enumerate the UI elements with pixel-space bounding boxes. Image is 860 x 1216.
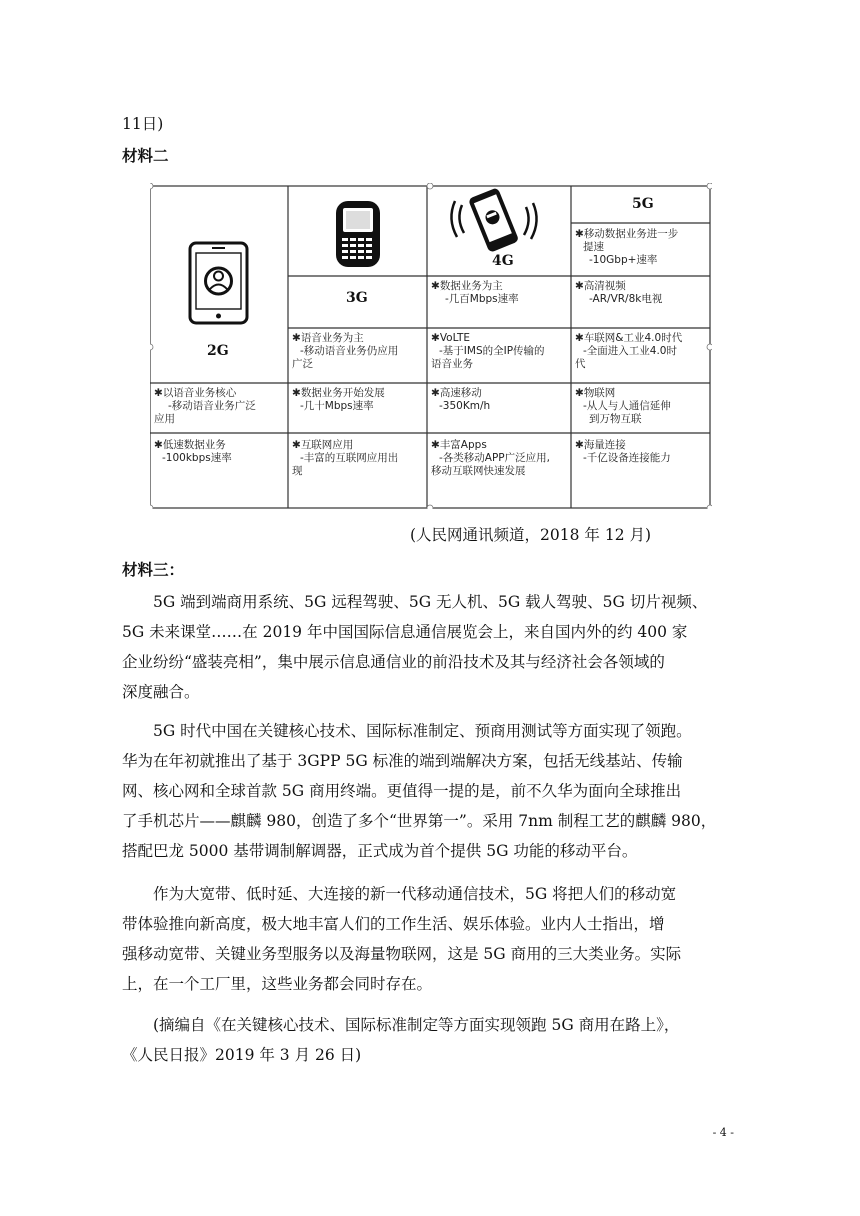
cell-2g-low-speed-data: ✱低速数据业务 -100kbps速率 — [154, 439, 232, 464]
cell-4g-high-speed: ✱高速移动 -350Km/h — [431, 387, 491, 412]
cell-2g-voice-core: ✱以语音业务核心 -移动语音业务广泛 应用 — [154, 387, 256, 425]
2g-phone-icon — [190, 243, 247, 323]
material-3-heading: 材料三： — [122, 560, 185, 579]
cell-4g-data: ✱数据业务为主 -几百Mbps速率 — [431, 280, 519, 305]
3g-phone-icon — [336, 201, 380, 267]
paragraph-1: 5G 端到端商用系统、5G 远程驾驶、5G 无人机、5G 载人驾驶、5G 切片视频、 5G 未来课堂……在 2019 年中国国际信息通信展览会上，来自国内外的约 400 家 企业纷纷“盛装亮相”，集中展示信息通信业的前沿技术及其与经济社会各领域的 深度融合。 — [122, 593, 708, 701]
figure-caption: (人民网通讯频道，2018 年 12 月) — [410, 526, 652, 544]
cell-5g-hd-video: ✱高清视频 -AR/VR/8k电视 — [575, 280, 663, 305]
cell-4g-apps: ✱丰富Apps -各类移动APP广泛应用, 移动互联网快速发展 — [431, 439, 550, 477]
cell-3g-voice: ✱语音业务为主 -移动语音业务仍应用 广泛 — [292, 332, 399, 370]
label-3g: 3G — [346, 290, 368, 306]
material-2-heading: 材料二 — [122, 146, 169, 165]
mobile-generations-figure — [150, 183, 712, 509]
paragraph-2: 5G 时代中国在关键核心技术、国际标准制定、预商用测试等方面实现了领跑。 华为在年初就推出了基于 3GPP 5G 标准的端到端解决方案，包括无线基站、传输 网、核心网和全球首款 5G 商用终端。更值得一提的是，前不久华为面向全球推出 了手机芯片——麒麟 980，创造了多个“世界第一”。采用 7nm 制程工艺的麒麟 980， 搭配巴龙 5000 基带调制解调器，正式成为首个提供 5G 功能的移动平台。 — [122, 722, 717, 860]
cell-3g-internet: ✱互联网应用 -丰富的互联网应用出 现 — [292, 439, 399, 477]
cell-5g-iot: ✱物联网 -从人与人通信延伸 到万物互联 — [575, 387, 671, 425]
label-5g: 5G — [632, 196, 654, 212]
label-2g: 2G — [207, 343, 229, 359]
cell-5g-massive-connection: ✱海量连接 -千亿设备连接能力 — [575, 439, 671, 464]
cell-3g-data-start: ✱数据业务开始发展 -几十Mbps速率 — [292, 387, 385, 412]
paragraph-3: 作为大宽带、低时延、大连接的新一代移动通信技术，5G 将把人们的移动宽 带体验推向新高度，极大地丰富人们的工作生活、娱乐体验。业内人士指出，增 强移动宽带、关键业务型服务以及海量物联网，这是 5G 商用的三大类业务。实际 上，在一个工厂里，这些业务都会同时存在。 — [122, 885, 682, 993]
label-4g: 4G — [492, 253, 514, 269]
page-number: - 4 - — [712, 1126, 734, 1139]
4g-phone-icon — [451, 187, 536, 253]
source-citation: (摘编自《在关键核心技术、国际标准制定等方面实现领跑 5G 商用在路上》， 《人民日报》2019 年 3 月 26 日) — [122, 1016, 680, 1064]
cell-5g-mobile-data: ✱移动数据业务进一步 提速 -10Gbp+速率 — [575, 228, 679, 266]
cell-5g-vehicle-industry: ✱车联网&工业4.0时代 -全面进入工业4.0时 代 — [575, 332, 683, 370]
cell-4g-volte: ✱VoLTE -基于IMS的全IP传输的 语音业务 — [431, 332, 545, 370]
continued-citation-end: 11日) — [122, 115, 164, 133]
